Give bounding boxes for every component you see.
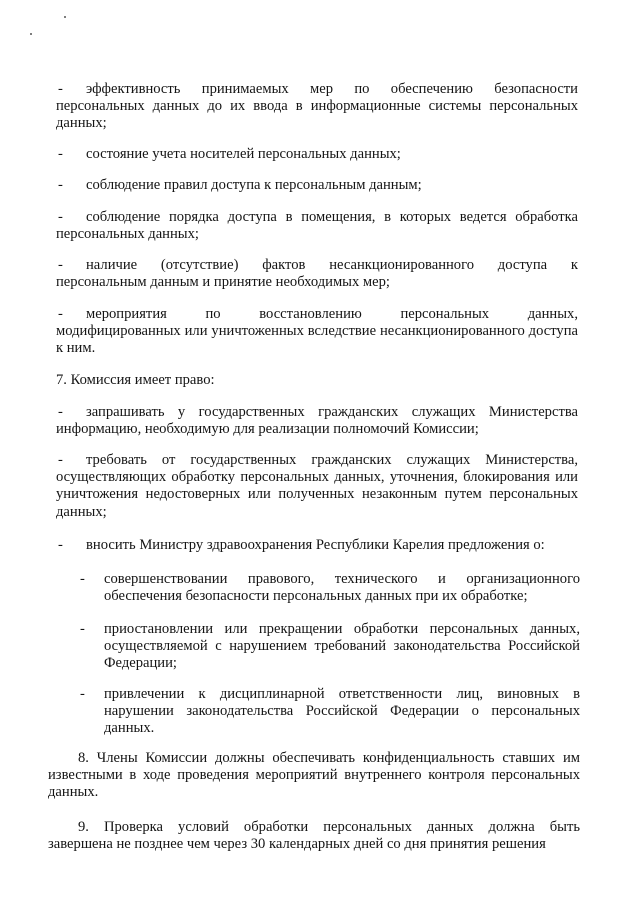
sub-list-item [80,686,580,738]
scan-speck [64,16,66,18]
sub-list-item-text: привлечении к дисциплинарной ответственности лиц, виновных в нарушении законодательства Российской Федерации о персональных данных. [104,686,580,737]
list-dash: - [58,257,63,273]
list-item-first-line: эффективность принимаемых мер по обеспечению безопасности [86,81,578,97]
list-item-continuation: информацию, необходимую для реализации полномочий Комиссии; [56,421,479,438]
sub-list-item-text: совершенствовании правового, технического и организационного обеспечения безопасности персональных данных при их обработке; [104,571,580,605]
list-dash: - [80,621,85,637]
numbered-paragraph [48,819,580,853]
list-item-continuation: персональных данных до их ввода в информационные системы персональных данных; [56,98,578,132]
list-item-continuation: осуществляющих обработку персональных данных, уточнения, блокирования или уничтожения недостоверных или полученных незаконным путем персональных данных; [56,469,578,520]
list-item [56,81,578,133]
list-dash: - [58,177,63,193]
list-item-first-line: запрашивать у государственных гражданских служащих Министерства [86,404,578,420]
list-item-first-line: наличие (отсутствие) фактов несанкционированного доступа к [86,257,578,273]
paragraph-first-line: 9. Проверка условий обработки персональных данных должна быть [78,819,580,835]
list-dash: - [58,81,63,97]
list-item-first-line: вносить Министру здравоохранения Республики Карелия предложения о: [86,537,545,553]
list-dash: - [58,537,63,553]
list-item-continuation: персональным данным и принятие необходимых мер; [56,274,390,291]
list-dash: - [58,209,63,225]
sub-list-item [80,571,580,605]
sub-list-item-text: приостановлении или прекращении обработки персональных данных, осуществляемой с нарушением требований законодательства Российской Федерации; [104,621,580,672]
list-item-continuation: персональных данных; [56,226,199,243]
list-item [56,404,578,438]
list-dash: - [58,452,63,468]
scan-speck [30,33,32,35]
sub-list-item [80,621,580,673]
list-dash: - [80,686,85,702]
list-dash: - [58,404,63,420]
list-item [56,452,578,521]
paragraph-continuation: известными в ходе проведения мероприятий внутреннего контроля персональных данных. [48,767,580,801]
list-item-first-line: соблюдение порядка доступа в помещения, в которых ведется обработка [86,209,578,225]
list-item-first-line: мероприятия по восстановлению персональных данных, [86,306,578,322]
paragraph-continuation: завершена не позднее чем через 30 календарных дней со дня принятия решения [48,836,546,853]
section-heading: 7. Комиссия имеет право: [56,372,215,388]
list-item [56,537,578,554]
list-dash: - [80,571,85,587]
numbered-paragraph [48,750,580,802]
list-item [56,146,578,163]
list-item [56,306,578,358]
list-item-first-line: соблюдение правил доступа к персональным данным; [86,177,422,193]
list-dash: - [58,146,63,162]
list-dash: - [58,306,63,322]
list-item [56,257,578,291]
list-item-continuation: модифицированных или уничтоженных вследствие несанкционированного доступа к ним. [56,323,578,357]
list-item-first-line: требовать от государственных гражданских служащих Министерства, [86,452,578,468]
list-item-first-line: состояние учета носителей персональных данных; [86,146,401,162]
list-item [56,209,578,243]
paragraph-first-line: 8. Члены Комиссии должны обеспечивать конфиденциальность ставших им [78,750,580,766]
list-item [56,177,578,194]
